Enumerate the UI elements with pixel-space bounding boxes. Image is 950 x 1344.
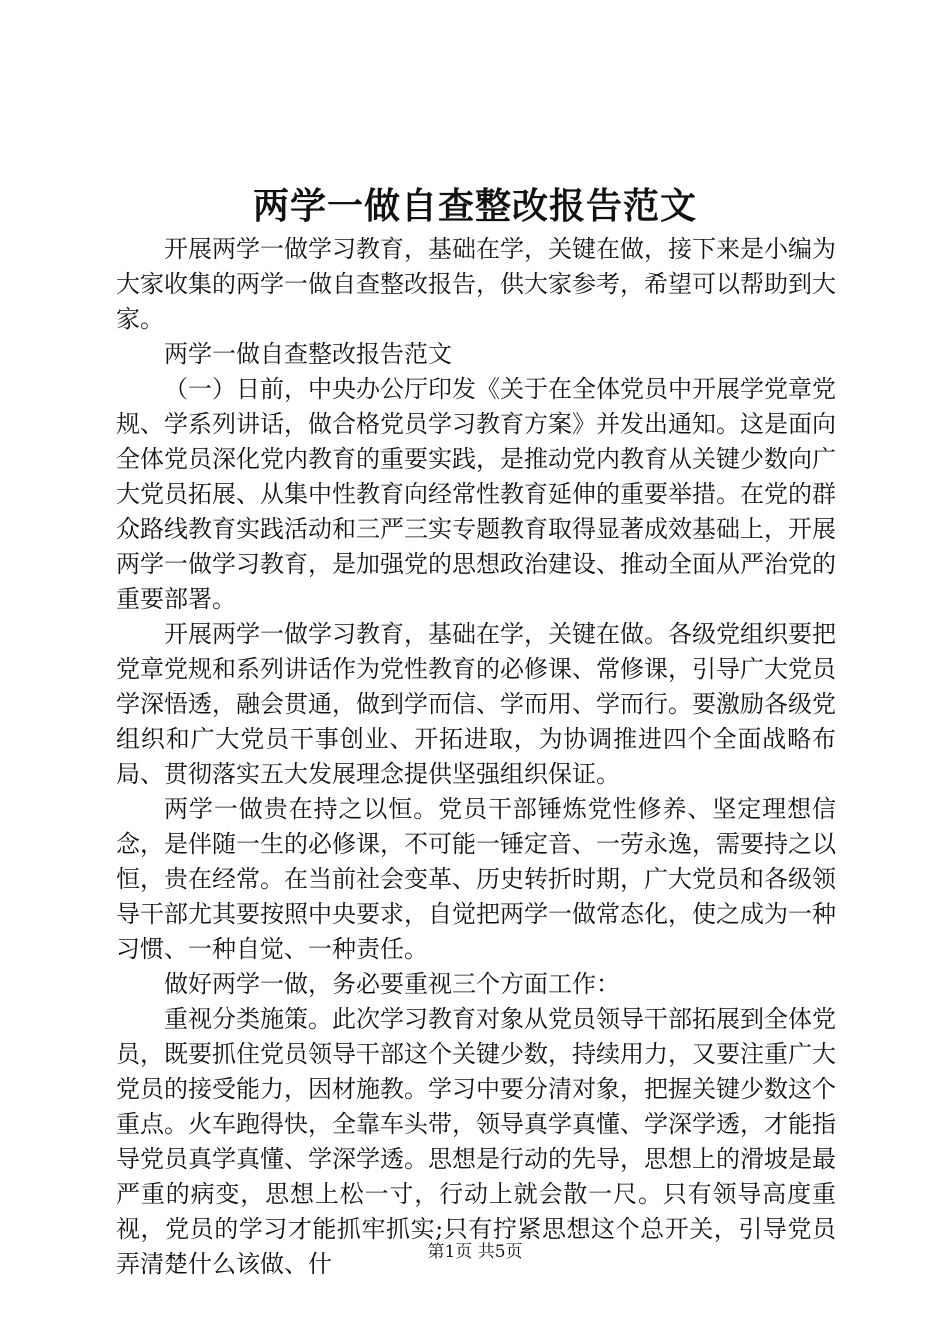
paragraph-section-4: 做好两学一做，务必要重视三个方面工作： xyxy=(164,970,620,998)
page-indicator: 第1页 共5页 xyxy=(427,1242,523,1262)
document-title: 两学一做自查整改报告范文 xyxy=(252,185,697,227)
paragraph-intro: 开展两学一做学习教育，基础在学，关键在做，接下来是小编为大家收集的两学一做自查整改报告，供大家参考，希望可以帮助到大家。 xyxy=(116,235,836,333)
paragraph-section-1: （一）日前，中央办公厅印发《关于在全体党员中开展学党章党规、学系列讲话，做合格党员学习教育方案》并发出通知。这是面向全体党员深化党内教育的重要实践，是推动党内教育从关键少数向广大党员拓展、从集中性教育向经常性教育延伸的重要举措。在党的群众路线教育实践活动和三严三实专题教育取得显著成效基础上，开展两学一做学习教育，是加强党的思想政治建设、推动全面从严治党的重要部署。 xyxy=(116,375,836,613)
paragraph-section-2: 开展两学一做学习教育，基础在学，关键在做。各级党组织要把党章党规和系列讲话作为党性教育的必修课、常修课，引导广大党员学深悟透，融会贯通，做到学而信、学而用、学而行。要激励各级党组织和广大党员干事创业、开拓进取，为协调推进四个全面战略布局、贯彻落实五大发展理念提供坚强组织保证。 xyxy=(116,620,836,788)
paragraph-section-5: 重视分类施策。此次学习教育对象从党员领导干部拓展到全体党员，既要抓住党员领导干部这个关键少数，持续用力，又要注重广大党员的接受能力，因材施教。学习中要分清对象，把握关键少数这个重点。火车跑得快，全靠车头带，领导真学真懂、学深学透，才能指导党员真学真懂、学深学透。思想是行动的先导，思想上的滑坡是最严重的病变，思想上松一寸，行动上就会散一尺。只有领导高度重视，党员的学习才能抓牢抓实;只有拧紧思想这个总开关，引导党员弄清楚什么该做、什 xyxy=(116,1005,836,1278)
paragraph-subheading: 两学一做自查整改报告范文 xyxy=(164,340,452,368)
paragraph-section-3: 两学一做贵在持之以恒。党员干部锤炼党性修养、坚定理想信念，是伴随一生的必修课，不可能一锤定音、一劳永逸，需要持之以恒，贵在经常。在当前社会变革、历史转折时期，广大党员和各级领导干部尤其要按照中央要求，自觉把两学一做常态化，使之成为一种习惯、一种自觉、一种责任。 xyxy=(116,795,836,963)
document-body xyxy=(116,232,836,1282)
page-footer xyxy=(0,1240,950,1264)
